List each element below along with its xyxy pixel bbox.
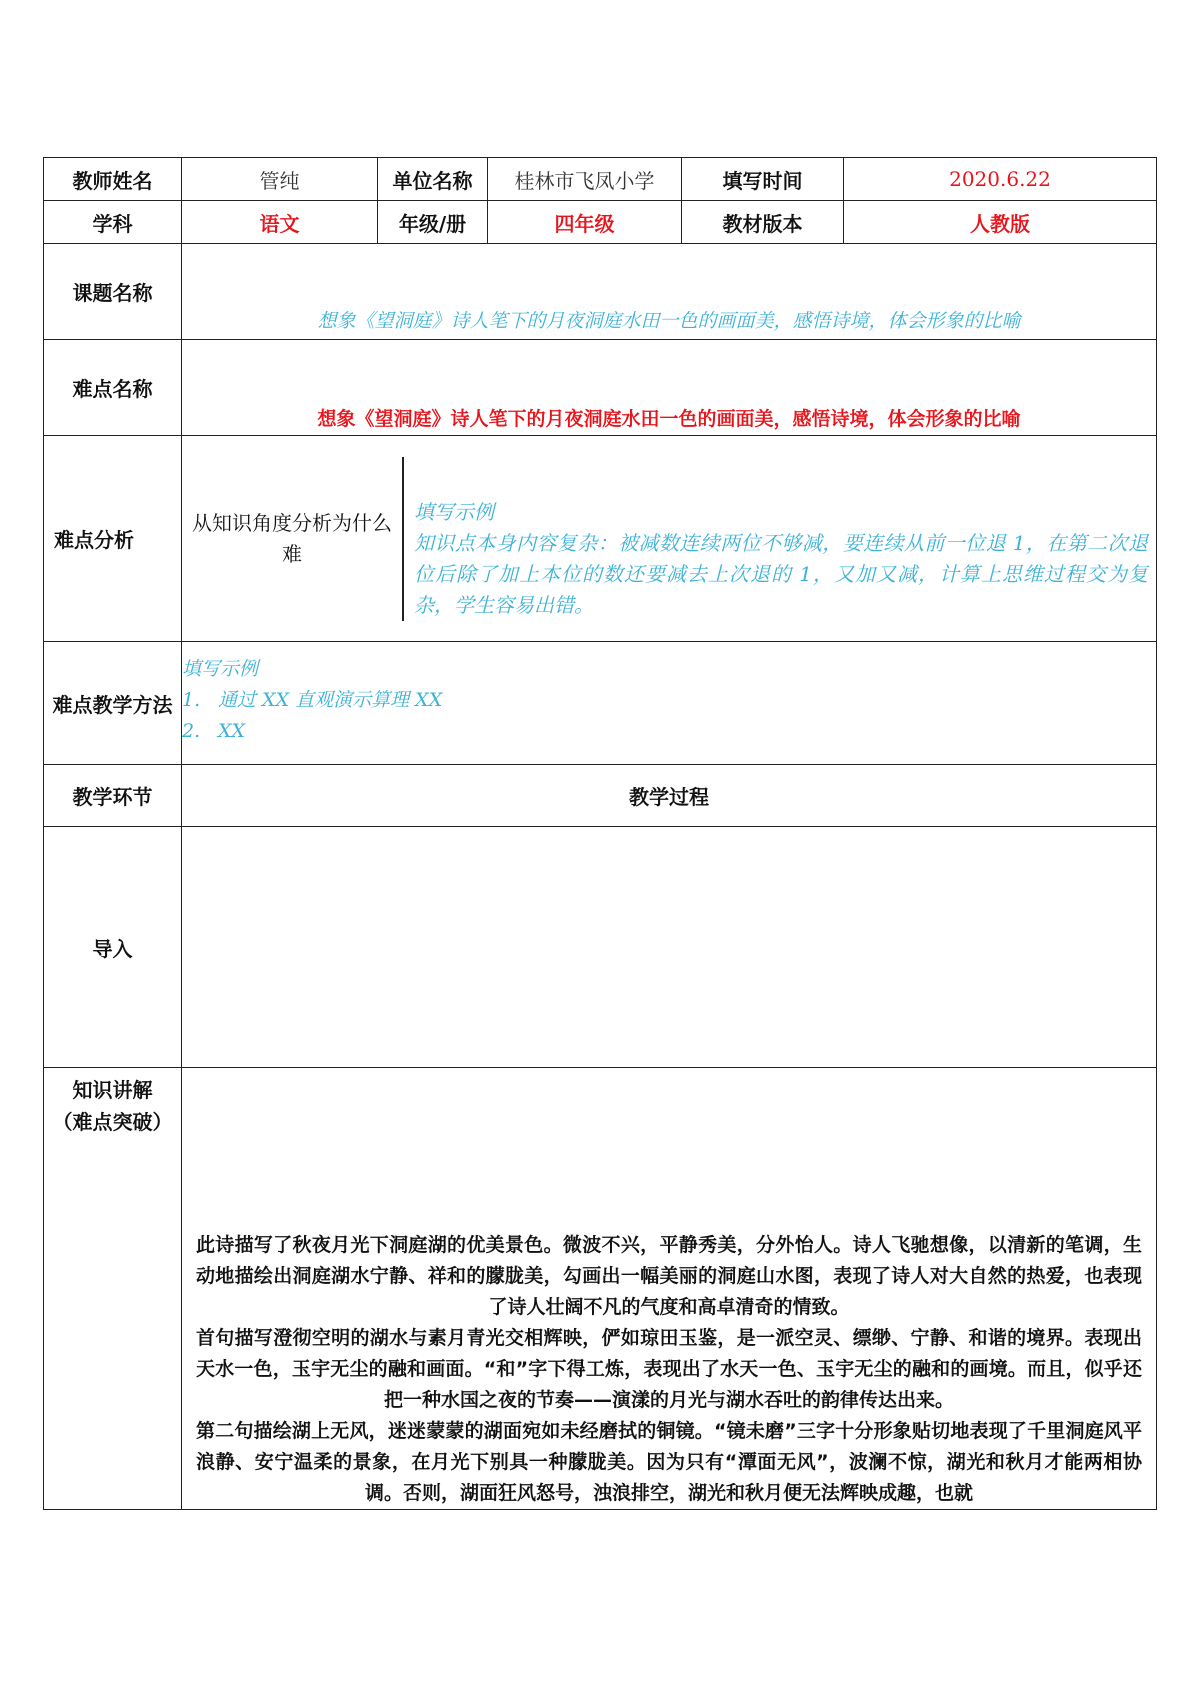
method-item-1: [182, 685, 1156, 716]
process-header-row: [44, 765, 1157, 827]
grade-value: 四年级: [488, 201, 682, 244]
teaching-method-cell: [182, 642, 1157, 765]
subject-value: 语文: [182, 201, 378, 244]
method-item-2: [182, 716, 1156, 747]
intro-content: [182, 827, 1157, 1068]
explain-paragraph-2: 首句描写澄彻空明的湖水与素月青光交相辉映，俨如琼田玉鉴，是一派空灵、缥缈、宁静、和谐的境界。表现出天水一色，玉宇无尘的融和画面。“和”字下得工炼，表现出了水天一色、玉宇无尘的融和的画境。而且，似乎还把一种水国之夜的节奏——演漾的月光与湖水吞吐的韵律传达出来。: [196, 1327, 1142, 1411]
unit-name-value: 桂林市飞凤小学: [488, 158, 682, 201]
difficulty-name-cell: [182, 340, 1157, 436]
explain-paragraph-3: 第二句描绘湖上无风，迷迷蒙蒙的湖面宛如未经磨拭的铜镜。“镜未磨”三字十分形象贴切地表现了千里洞庭风平浪静、安宁温柔的景象，在月光下别具一种朦胧美。因为只有“潭面无风”，波澜不惊，湖光和秋月才能两相协调。否则，湖面狂风怒号，浊浪排空，湖光和秋月便无法辉映成趣，也就: [196, 1420, 1142, 1504]
edition-label: 教材版本: [682, 201, 844, 244]
intro-row: [44, 827, 1157, 1068]
analysis-example-text: 知识点本身内容复杂：被减数连续两位不够减，要连续从前一位退 1，在第二次退位后除了加上本位的数还要减去上次退的 1，又加又减，计算上思维过程交为复杂，学生容易出错。: [414, 530, 1148, 617]
analysis-example-heading: 填写示例: [414, 499, 494, 524]
teaching-method-row: [44, 642, 1157, 765]
grade-label: 年级/册: [378, 201, 488, 244]
subject-label: 学科: [44, 201, 182, 244]
teacher-name-value: 管纯: [182, 158, 378, 201]
analysis-subtable: [182, 457, 1156, 621]
method-item-text: 通过 XX 直观演示算理 XX: [218, 689, 443, 711]
fill-date-value: 2020.6.22: [844, 158, 1157, 201]
difficulty-analysis-row: [44, 436, 1157, 642]
explain-paragraph-1: 此诗描写了秋夜月光下洞庭湖的优美景色。微波不兴，平静秀美，分外怡人。诗人飞驰想像，以清新的笔调，生动地描绘出洞庭湖水宁静、祥和的朦胧美，勾画出一幅美丽的洞庭山水图，表现了诗人对大自然的热爱，也表现了诗人壮阔不凡的气度和高卓清奇的情致。: [196, 1234, 1142, 1318]
analysis-example-cell: [403, 457, 1156, 621]
difficulty-name-value: 想象《望洞庭》诗人笔下的月夜洞庭水田一色的画面美，感悟诗境，体会形象的比喻: [317, 408, 1021, 430]
edition-value: 人教版: [844, 201, 1157, 244]
knowledge-explain-content: [182, 1068, 1157, 1510]
knowledge-explain-label: 知识讲解: [72, 1078, 153, 1102]
lesson-title-cell: [182, 244, 1157, 340]
header-row-1: [44, 158, 1157, 201]
knowledge-explain-label-cell: [44, 1068, 182, 1510]
teaching-stage-label: 教学环节: [44, 765, 182, 827]
lesson-plan-form: [43, 157, 1156, 1510]
unit-name-label: 单位名称: [378, 158, 488, 201]
teacher-name-label: 教师姓名: [44, 158, 182, 201]
lesson-title-row: [44, 244, 1157, 340]
method-item-text: XX: [218, 720, 246, 742]
difficulty-breakthrough-label: （难点突破）: [52, 1110, 173, 1134]
difficulty-analysis-label: 难点分析: [44, 436, 182, 642]
teaching-process-label: 教学过程: [182, 765, 1157, 827]
method-item-number: 1.: [182, 689, 201, 711]
header-row-2: [44, 201, 1157, 244]
analysis-sub-label: 从知识角度分析为什么难: [182, 457, 403, 621]
form-table: [43, 157, 1157, 1510]
fill-date-label: 填写时间: [682, 158, 844, 201]
lesson-title-value: 想象《望洞庭》诗人笔下的月夜洞庭水田一色的画面美，感悟诗境，体会形象的比喻: [317, 310, 1021, 332]
method-example-heading: 填写示例: [182, 658, 259, 680]
knowledge-explain-row: [44, 1068, 1157, 1510]
difficulty-analysis-cell: [182, 436, 1157, 642]
teaching-method-label: 难点教学方法: [44, 642, 182, 765]
intro-label: 导入: [44, 827, 182, 1068]
difficulty-name-row: [44, 340, 1157, 436]
explain-text: [182, 1230, 1156, 1509]
lesson-title-label: 课题名称: [44, 244, 182, 340]
difficulty-name-label: 难点名称: [44, 340, 182, 436]
method-item-number: 2.: [182, 720, 201, 742]
